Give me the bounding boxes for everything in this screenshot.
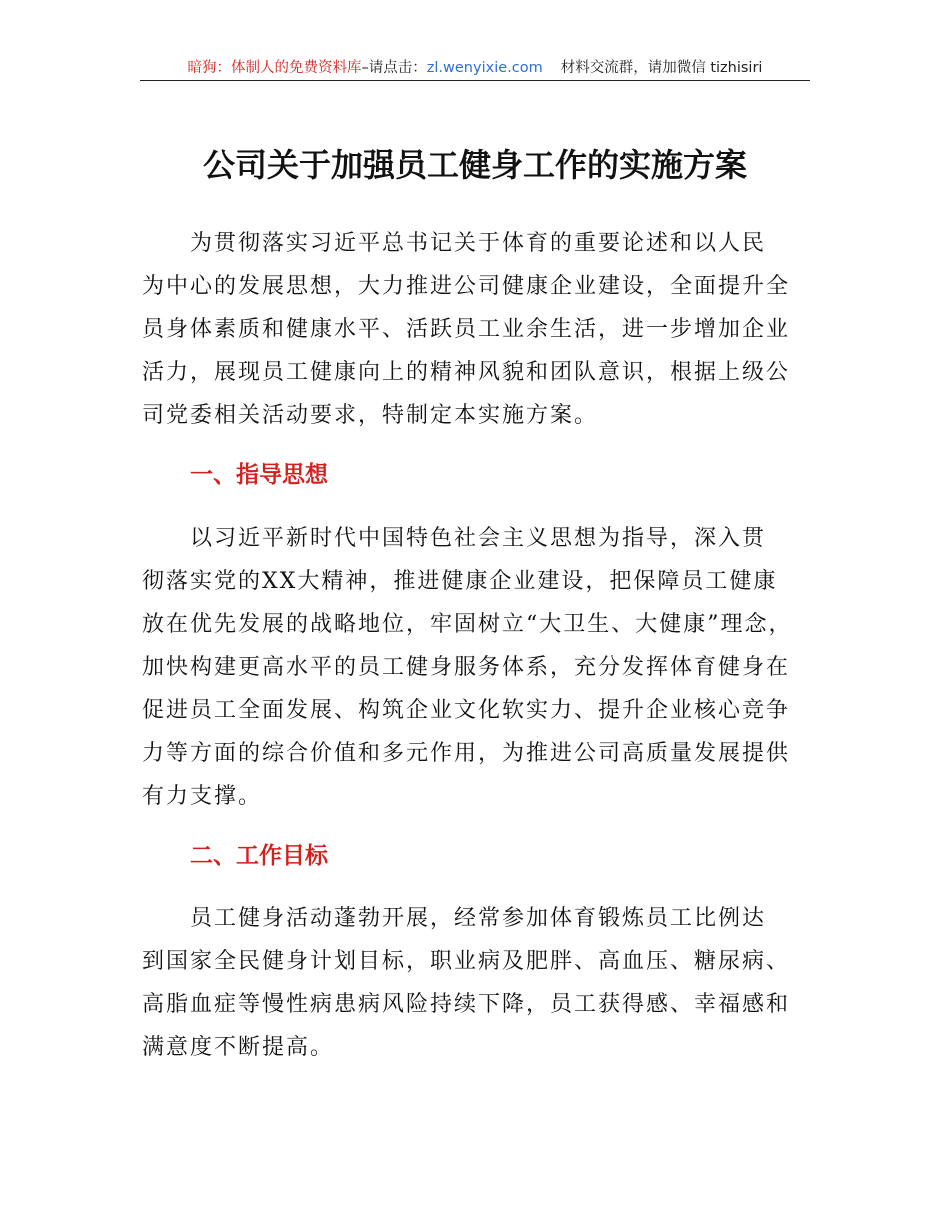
- paragraph-line: 放在优先发展的战略地位，牢固树立“大卫生、大健康”理念，: [142, 612, 793, 637]
- page-header: [140, 58, 810, 81]
- paragraph-line: 彻落实党的XX大精神，推进健康企业建设，把保障员工健康: [142, 569, 778, 594]
- section-heading-work-goals: 二、工作目标: [190, 843, 328, 869]
- guiding-ideology-paragraph: [142, 517, 822, 818]
- paragraph-line: 为贯彻落实习近平总书记关于体育的重要论述和以人民: [190, 231, 767, 256]
- paragraph-line: 力等方面的综合价值和多元作用，为推进公司高质量发展提供: [142, 741, 791, 766]
- paragraph-line: 员工健身活动蓬勃开展，经常参加体育锻炼员工比例达: [190, 906, 767, 931]
- header-link[interactable]: zl.wenyixie.com: [426, 60, 543, 76]
- section-heading-guiding-ideology: 一、指导思想: [190, 462, 328, 488]
- header-contact: 材料交流群，请加微信 tizhisiri: [560, 60, 763, 76]
- document-title: 公司关于加强员工健身工作的实施方案: [202, 146, 747, 184]
- paragraph-line: 司党委相关活动要求，特制定本实施方案。: [142, 403, 599, 428]
- paragraph-line: 活力，展现员工健康向上的精神风貌和团队意识，根据上级公: [142, 360, 791, 385]
- paragraph-line: 满意度不断提高。: [142, 1035, 335, 1060]
- intro-paragraph: [142, 222, 822, 437]
- paragraph-line: 加快构建更高水平的员工健身服务体系，充分发挥体育健身在: [142, 655, 791, 680]
- paragraph-line: 有力支撑。: [142, 784, 263, 809]
- paragraph-line: 高脂血症等慢性病患病风险持续下降，员工获得感、幸福感和: [142, 992, 791, 1017]
- paragraph-line: 以习近平新时代中国特色社会主义思想为指导，深入贯: [190, 526, 767, 551]
- header-brand: 暗狗：体制人的免费资料库: [187, 60, 362, 76]
- paragraph-line: 为中心的发展思想，大力推进公司健康企业建设，全面提升全: [142, 274, 791, 299]
- paragraph-line: 员身体素质和健康水平、活跃员工业余生活，进一步增加企业: [142, 317, 791, 342]
- paragraph-line: 促进员工全面发展、构筑企业文化软实力、提升企业核心竞争: [142, 698, 791, 723]
- paragraph-line: 到国家全民健身计划目标，职业病及肥胖、高血压、糖尿病、: [142, 949, 791, 974]
- header-prompt: –请点击：: [361, 60, 427, 76]
- work-goals-paragraph: [142, 897, 822, 1069]
